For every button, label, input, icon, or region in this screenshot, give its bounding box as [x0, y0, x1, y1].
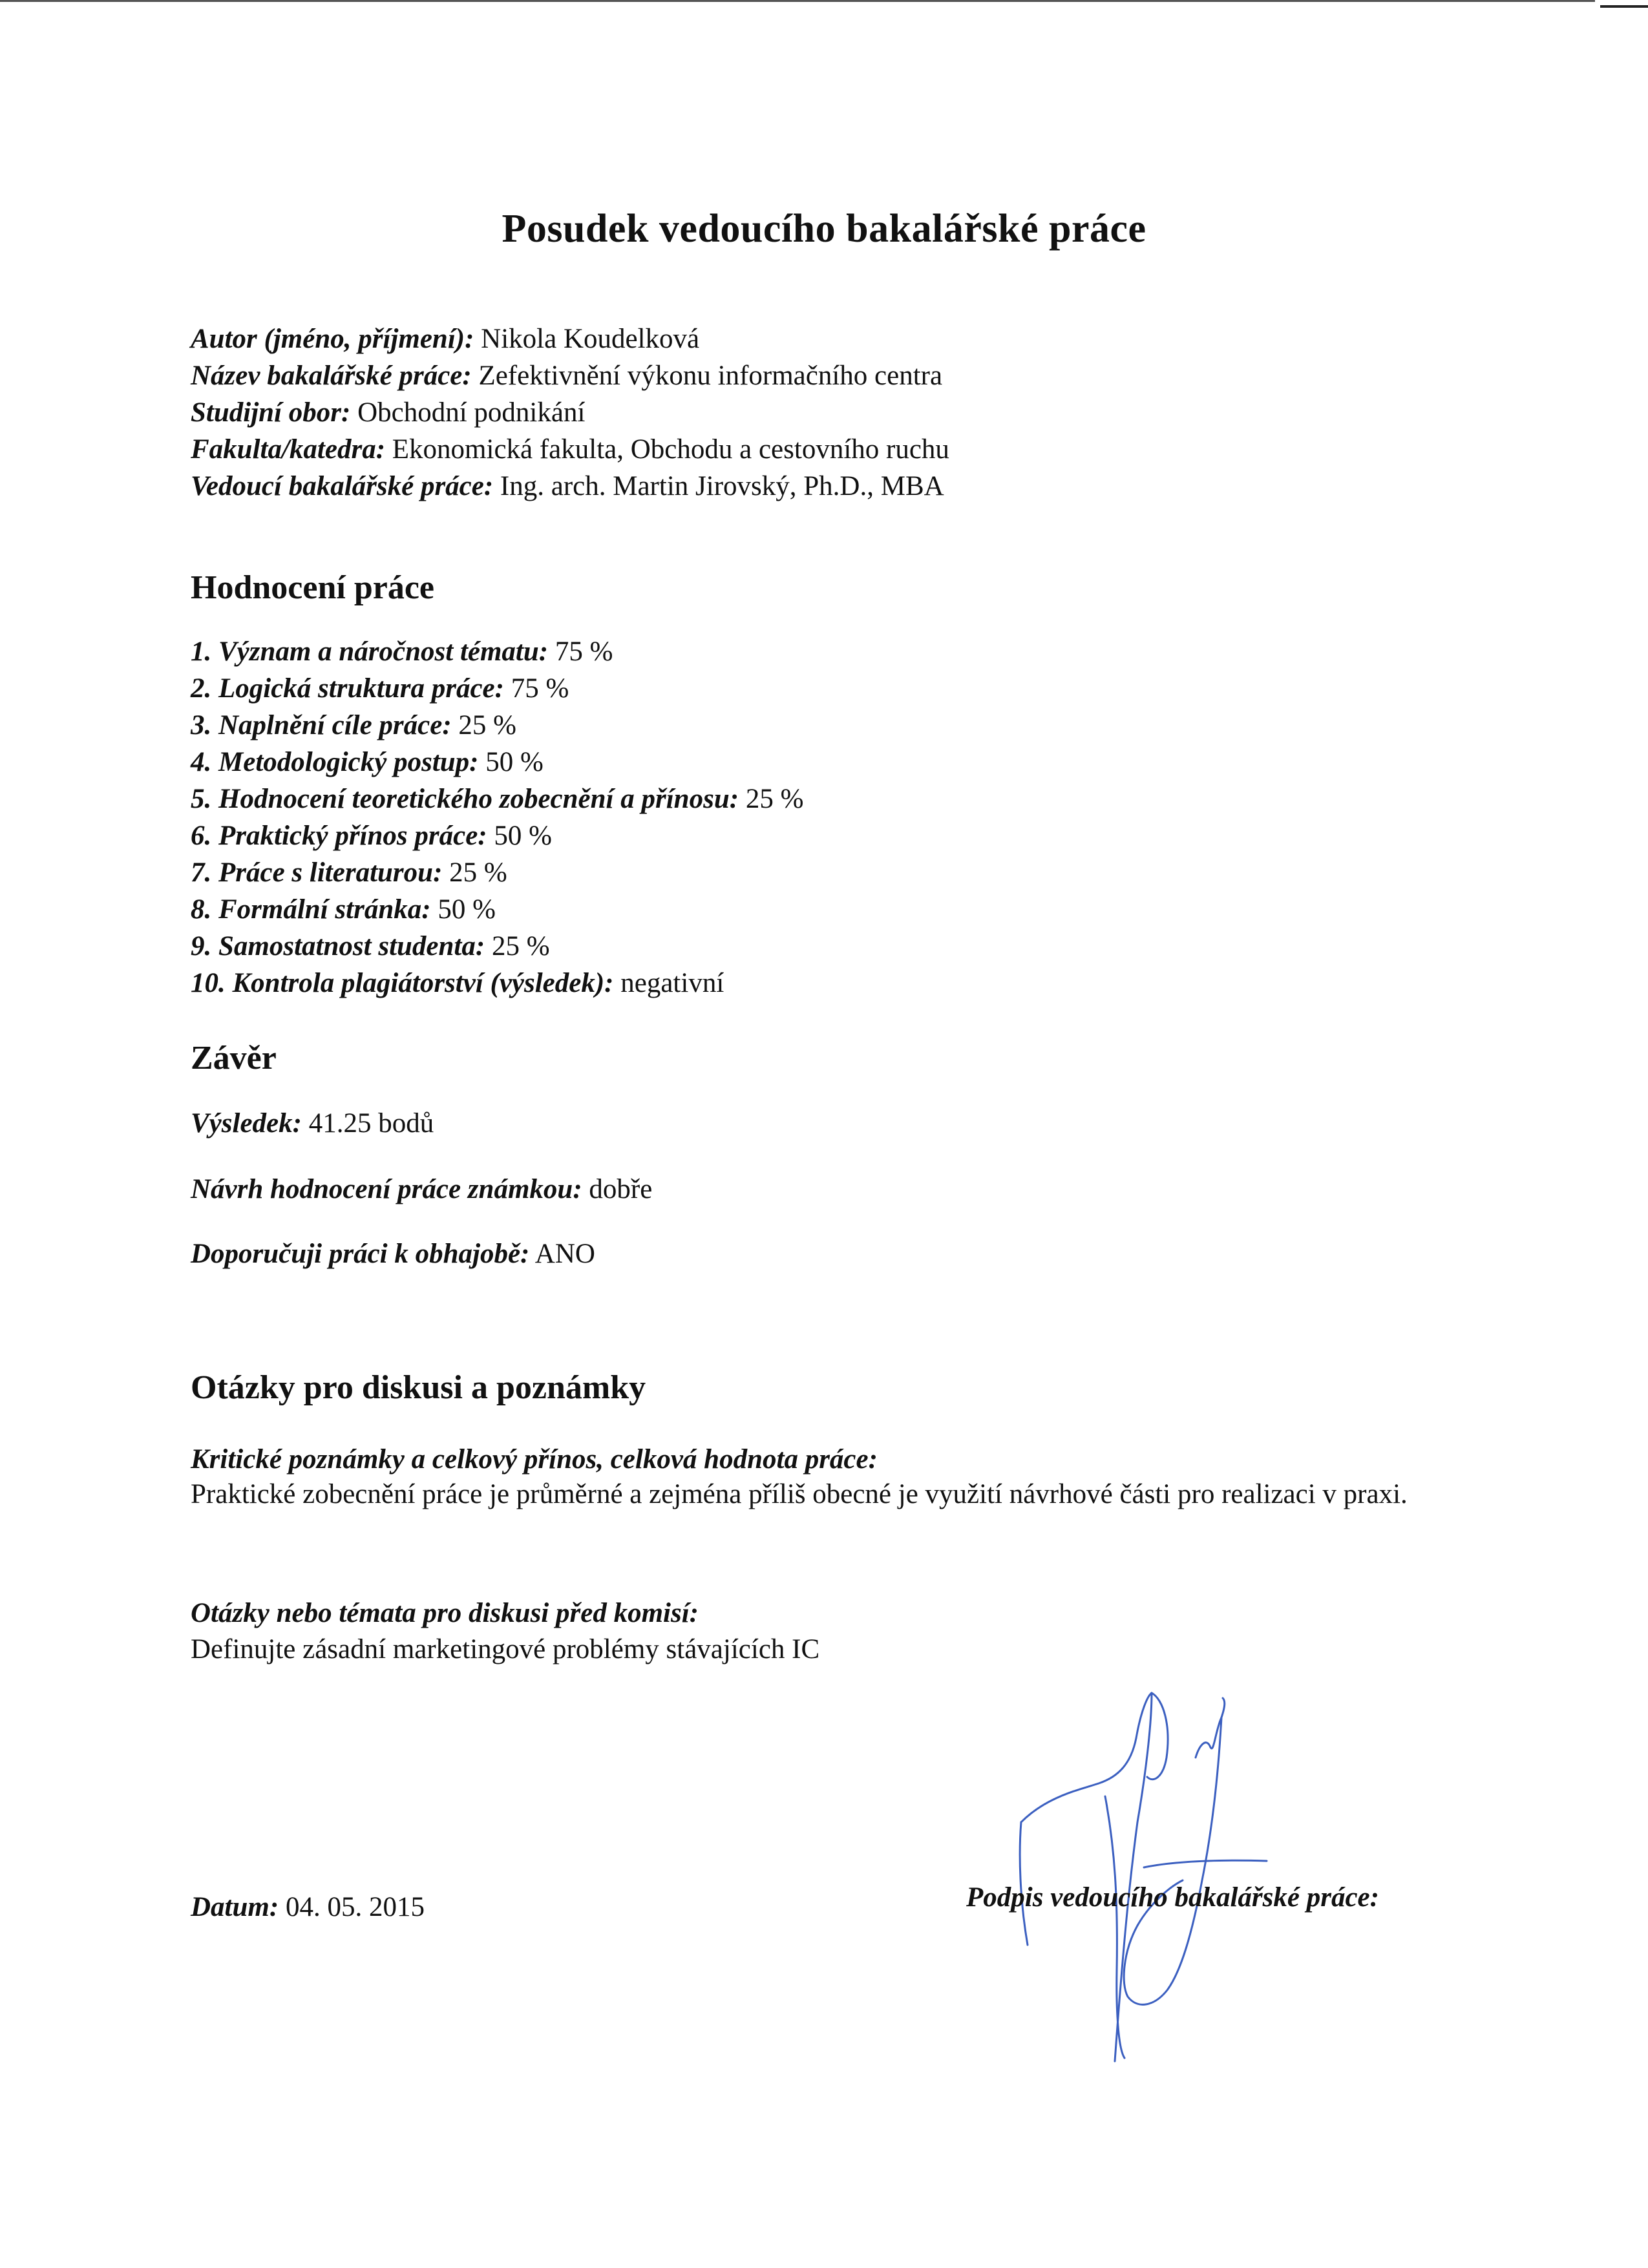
- result-value: 41.25 bodů: [308, 1108, 434, 1139]
- info-label: Autor (jméno, příjmení):: [191, 324, 474, 354]
- handwritten-signature: [1008, 1686, 1280, 2068]
- recommend-label: Doporučuji práci k obhajobě:: [191, 1239, 530, 1269]
- date-row: [191, 1889, 425, 1926]
- evaluation-item: [191, 781, 1464, 817]
- evaluation-item-label: 3. Naplnění cíle práce:: [191, 710, 452, 740]
- critical-notes-label: Kritické poznámky a celkový přínos, celková hodnota práce:: [191, 1444, 878, 1475]
- critical-notes-text: Praktické zobecnění práce je průměrné a zejména příliš obecné je využití návrhové části pro realizaci v praxi.: [191, 1479, 1408, 1509]
- evaluation-item-label: 4. Metodologický postup:: [191, 747, 479, 777]
- evaluation-item: [191, 744, 1464, 781]
- page-title: Posudek vedoucího bakalářské práce: [502, 207, 1146, 251]
- evaluation-item-label: 8. Formální stránka:: [191, 894, 431, 925]
- evaluation-item: [191, 817, 1464, 854]
- info-label: Fakulta/katedra:: [191, 434, 386, 465]
- questions-label: Otázky nebo témata pro diskusi před komisí:: [191, 1598, 699, 1628]
- conclusion-grade-row: [191, 1171, 1464, 1208]
- signature-label: Podpis vedoucího bakalářské práce:: [966, 1882, 1379, 1913]
- conclusion-result-row: [191, 1105, 1464, 1142]
- evaluation-item-label: 9. Samostatnost studenta:: [191, 931, 485, 961]
- date-label: Datum:: [191, 1892, 279, 1922]
- date-value: 04. 05. 2015: [285, 1892, 425, 1922]
- grade-label: Návrh hodnocení práce známkou:: [191, 1174, 582, 1204]
- scan-edge-line: [0, 0, 1595, 2]
- info-value: Ing. arch. Martin Jirovský, Ph.D., MBA: [500, 471, 944, 501]
- evaluation-item-value: 75 %: [511, 673, 569, 704]
- evaluation-item-label: 10. Kontrola plagiátorství (výsledek):: [191, 968, 614, 998]
- conclusion-recommend-row: [191, 1235, 1464, 1272]
- evaluation-item-value: 25 %: [458, 710, 516, 740]
- info-faculty-row: [191, 431, 1464, 468]
- evaluation-item: [191, 633, 1464, 670]
- evaluation-item: [191, 965, 1464, 1002]
- recommend-value: ANO: [534, 1239, 595, 1269]
- conclusion-heading: Závěr: [191, 1040, 277, 1076]
- evaluation-item-value: 50 %: [494, 821, 552, 851]
- info-thesis-title-row: [191, 357, 1464, 394]
- evaluation-item: [191, 670, 1464, 707]
- evaluation-item: [191, 707, 1464, 744]
- evaluation-item-value: 50 %: [485, 747, 544, 777]
- grade-value: dobře: [589, 1174, 653, 1204]
- info-label: Název bakalářské práce:: [191, 361, 472, 391]
- info-value: Nikola Koudelková: [481, 324, 700, 354]
- evaluation-item: [191, 928, 1464, 965]
- scan-corner-mark: [1600, 5, 1648, 8]
- evaluation-item-label: 7. Práce s literaturou:: [191, 857, 443, 888]
- evaluation-item-label: 6. Praktický přínos práce:: [191, 821, 487, 851]
- thesis-info-block: [191, 320, 1464, 505]
- info-label: Vedoucí bakalářské práce:: [191, 471, 494, 501]
- evaluation-item-label: 1. Význam a náročnost tématu:: [191, 636, 549, 667]
- evaluation-item-value: negativní: [620, 968, 724, 998]
- info-value: Obchodní podnikání: [357, 397, 586, 428]
- evaluation-item-label: 2. Logická struktura práce:: [191, 673, 504, 704]
- discussion-heading: Otázky pro diskusi a poznámky: [191, 1369, 646, 1406]
- info-value: Ekonomická fakulta, Obchodu a cestovního ruchu: [392, 434, 949, 465]
- evaluation-heading: Hodnocení práce: [191, 569, 434, 606]
- evaluation-item: [191, 891, 1464, 928]
- questions-text: Definujte zásadní marketingové problémy stávajících IC: [191, 1634, 820, 1664]
- evaluation-item-value: 50 %: [438, 894, 496, 925]
- evaluation-item: [191, 854, 1464, 891]
- info-value: Zefektivnění výkonu informačního centra: [478, 361, 943, 391]
- evaluation-item-value: 25 %: [449, 857, 507, 888]
- info-supervisor-row: [191, 468, 1464, 505]
- info-label: Studijní obor:: [191, 397, 351, 428]
- signature-label-row: [966, 1879, 1379, 1916]
- result-label: Výsledek:: [191, 1108, 302, 1139]
- evaluation-list: [191, 633, 1464, 1002]
- info-author-row: [191, 320, 1464, 357]
- info-study-field-row: [191, 394, 1464, 431]
- evaluation-item-label: 5. Hodnocení teoretického zobecnění a přínosu:: [191, 784, 739, 814]
- evaluation-item-value: 25 %: [745, 784, 804, 814]
- evaluation-item-value: 25 %: [491, 931, 550, 961]
- evaluation-item-value: 75 %: [555, 636, 613, 667]
- critical-notes-label-row: [191, 1441, 1464, 1478]
- questions-label-row: [191, 1595, 1464, 1632]
